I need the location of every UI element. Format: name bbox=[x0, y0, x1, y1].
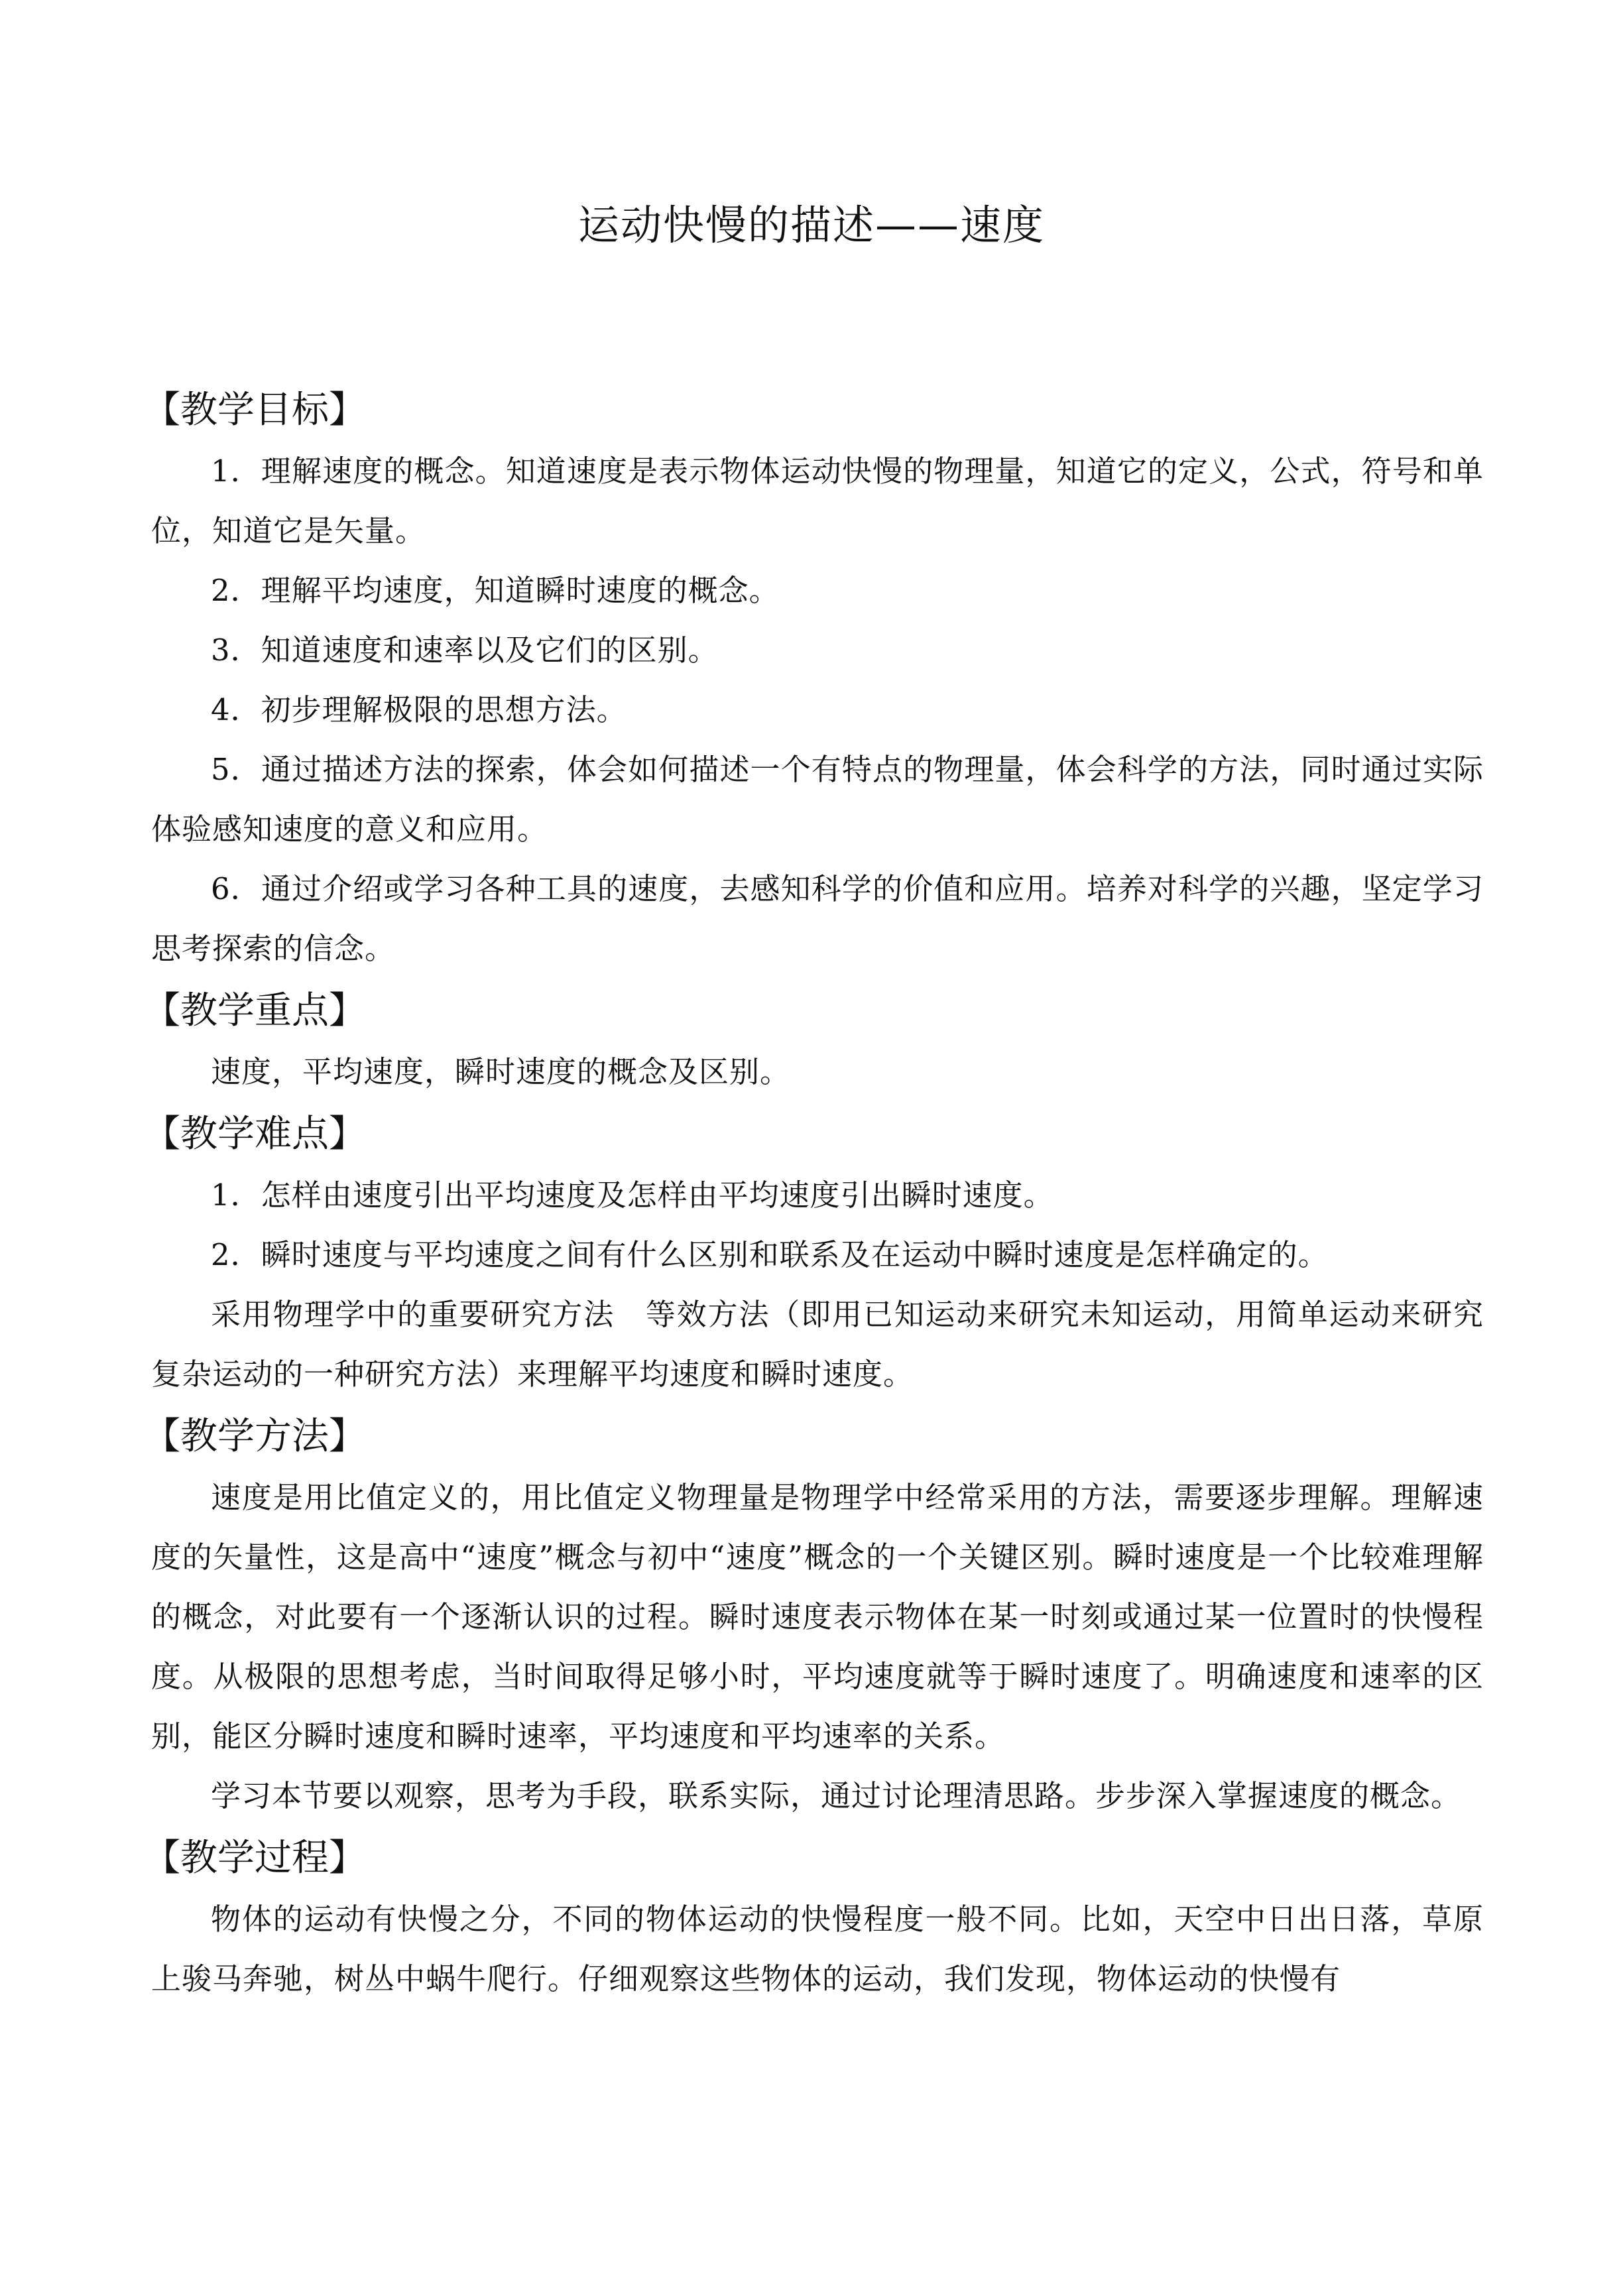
objective-item-6: 6．通过介绍或学习各种工具的速度，去感知科学的价值和应用。培养对科学的兴趣，坚定学习思考探索的信念。 bbox=[151, 871, 1484, 966]
objective-item-1: 1．理解速度的概念。知道速度是表示物体运动快慢的物理量，知道它的定义，公式，符号和单位，知道它是矢量。 bbox=[151, 453, 1484, 548]
objective-item-3: 3．知道速度和速率以及它们的区别。 bbox=[211, 633, 719, 668]
objective-item-4: 4．初步理解极限的思想方法。 bbox=[211, 692, 627, 727]
key-point-item-1: 速度，平均速度，瞬时速度的概念及区别。 bbox=[211, 1054, 791, 1089]
objective-item-2: 2．理解平均速度，知道瞬时速度的概念。 bbox=[211, 573, 780, 608]
section-heading-objectives: 【教学目标】 bbox=[143, 389, 366, 432]
page-title: 运动快慢的描述——速度 bbox=[577, 201, 1045, 249]
document-body bbox=[143, 378, 1484, 2009]
difficulty-item-2: 2．瞬时速度与平均速度之间有什么区别和联系及在运动中瞬时速度是怎样确定的。 bbox=[211, 1237, 1329, 1272]
section-heading-difficulties: 【教学难点】 bbox=[143, 1113, 366, 1156]
difficulty-item-1: 1．怎样由速度引出平均速度及怎样由平均速度引出瞬时速度。 bbox=[211, 1178, 1054, 1213]
process-paragraph-1: 物体的运动有快慢之分，不同的物体运动的快慢程度一般不同。比如，天空中日出日落，草原上骏马奔驰，树丛中蜗牛爬行。仔细观察这些物体的运动，我们发现，物体运动的快慢有 bbox=[151, 1902, 1484, 1996]
method-paragraph-2: 学习本节要以观察，思考为手段，联系实际，通过讨论理清思路。步步深入掌握速度的概念。 bbox=[211, 1778, 1462, 1813]
objective-item-5: 5．通过描述方法的探索，体会如何描述一个有特点的物理量，体会科学的方法，同时通过实际体验感知速度的意义和应用。 bbox=[151, 752, 1484, 847]
section-heading-methods: 【教学方法】 bbox=[143, 1415, 366, 1458]
section-heading-key-points: 【教学重点】 bbox=[143, 989, 366, 1032]
method-paragraph-1: 速度是用比值定义的，用比值定义物理量是物理学中经常采用的方法，需要逐步理解。理解速度的矢量性，这是高中“速度”概念与初中“速度”概念的一个关键区别。瞬时速度是一个比较难理解的概念，对此要有一个逐渐认识的过程。瞬时速度表示物体在某一时刻或通过某一位置时的快慢程度。从极限的思想考虑，当时间取得足够小时，平均速度就等于瞬时速度了。明确速度和速率的区别，能区分瞬时速度和瞬时速率，平均速度和平均速率的关系。 bbox=[151, 1480, 1484, 1754]
section-heading-process: 【教学过程】 bbox=[143, 1837, 366, 1880]
difficulty-item-3: 采用物理学中的重要研究方法 等效方法（即用已知运动来研究未知运动，用简单运动来研究复杂运动的一种研究方法）来理解平均速度和瞬时速度。 bbox=[151, 1297, 1484, 1392]
